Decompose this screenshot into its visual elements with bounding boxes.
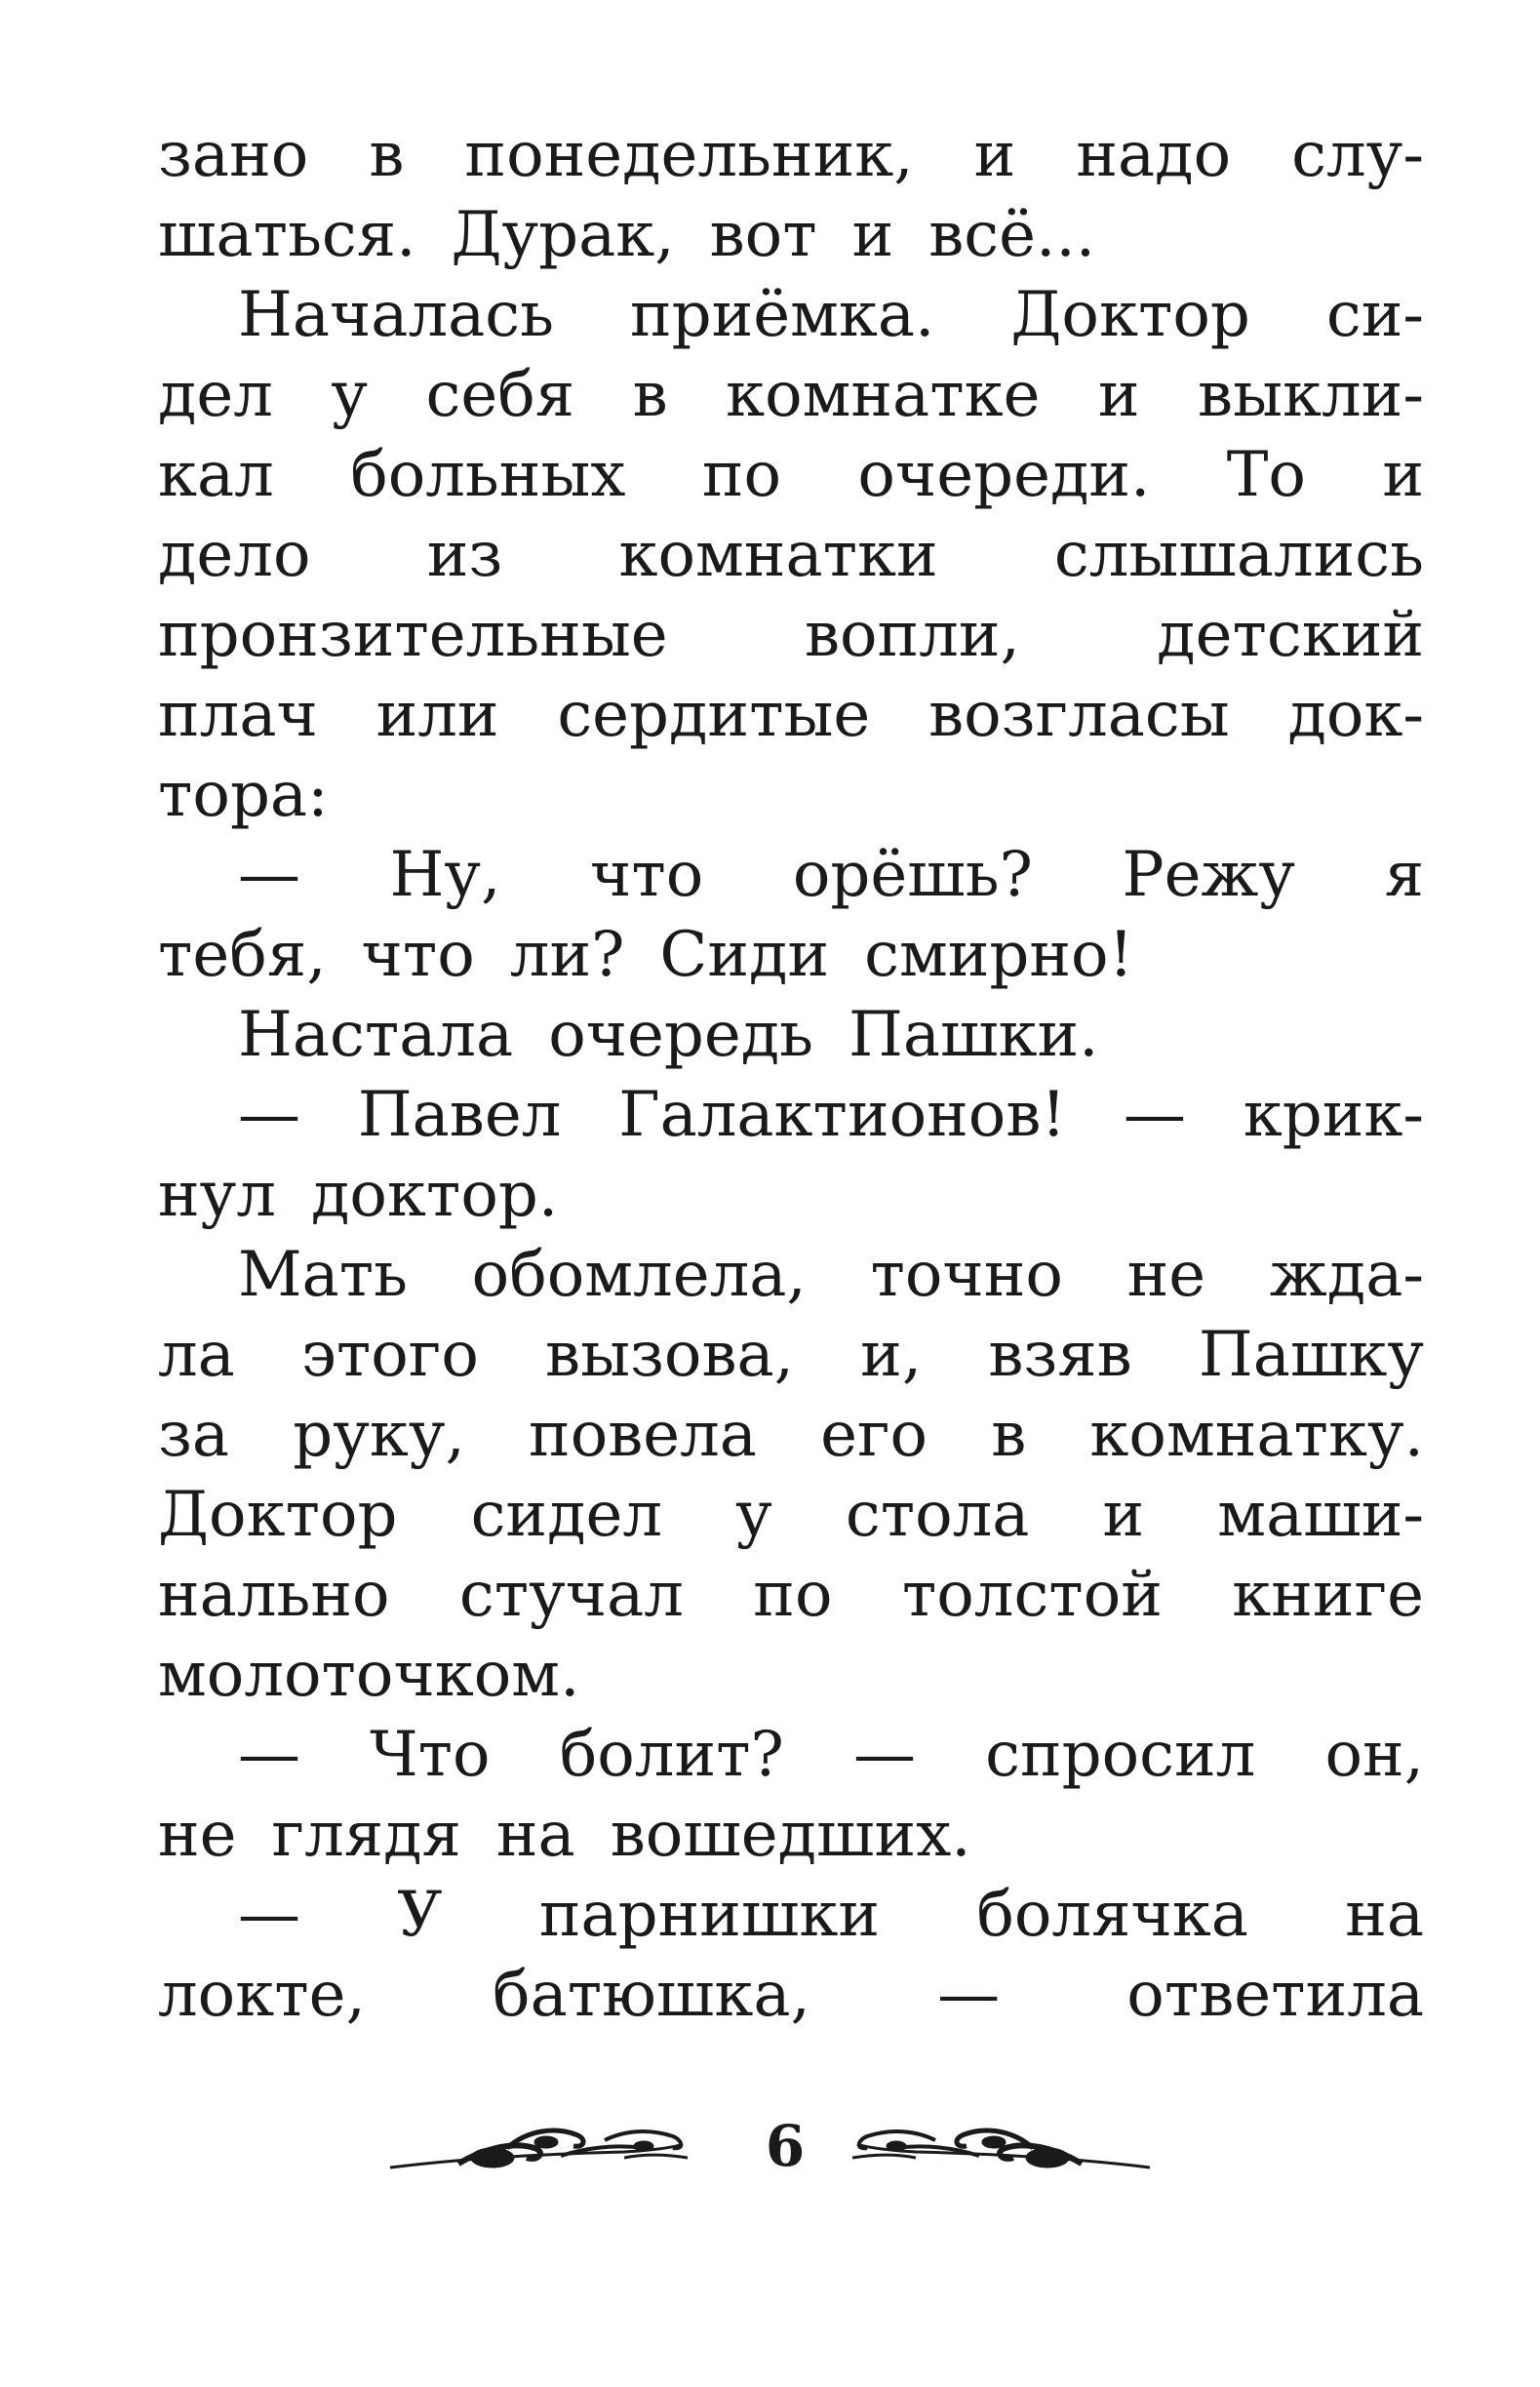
word: —: [238, 1079, 300, 1151]
text-line: [158, 515, 1424, 595]
word: на: [1345, 1879, 1424, 1951]
word: у: [331, 359, 369, 431]
word: комнатки: [618, 519, 938, 591]
word: Настала: [238, 999, 514, 1071]
text-line: [158, 1555, 1424, 1635]
word: повела: [529, 1399, 757, 1471]
word: и,: [860, 1319, 923, 1391]
word: Павел: [357, 1079, 562, 1151]
word: не: [1126, 1239, 1206, 1311]
left-flourish-icon: [390, 2130, 688, 2168]
word: парнишки: [538, 1879, 881, 1951]
word: Дурак,: [451, 199, 675, 271]
word: его: [820, 1399, 928, 1471]
word: Ну,: [389, 839, 501, 911]
word: и: [973, 119, 1016, 191]
text-line: [158, 835, 1424, 915]
word: не: [158, 1799, 237, 1871]
word: или: [375, 679, 499, 751]
word: Доктор: [158, 1479, 398, 1551]
word: в: [632, 359, 668, 431]
word: дело: [158, 519, 311, 591]
word: Что: [370, 1719, 491, 1791]
word: приёмка.: [629, 279, 935, 351]
word: Мать: [238, 1239, 408, 1311]
word: Сиди: [659, 919, 830, 991]
word: шаться.: [158, 199, 416, 271]
word: всё...: [928, 199, 1096, 271]
word: Доктор: [1010, 279, 1250, 351]
word: руку,: [293, 1399, 465, 1471]
word: книге: [1232, 1559, 1424, 1631]
word: в: [991, 1399, 1027, 1471]
word: тора:: [158, 759, 329, 831]
text-line: [158, 1715, 1424, 1795]
text-line: [158, 755, 1424, 835]
word: и: [1382, 439, 1424, 511]
word: кал: [158, 439, 274, 511]
text-line: [158, 595, 1424, 675]
word: комнатке: [726, 359, 1041, 431]
word: пронзительные: [158, 599, 668, 671]
text-line: [158, 1635, 1424, 1715]
text-line: [158, 355, 1424, 435]
word: понедельник,: [464, 119, 914, 191]
text-line: [158, 1875, 1424, 1955]
text-line: [158, 195, 1424, 275]
text-line: [158, 435, 1424, 515]
word: обомлела,: [471, 1239, 807, 1311]
word: смирно!: [864, 919, 1134, 991]
word: вопли,: [804, 599, 1020, 671]
text-line: [158, 1955, 1424, 2035]
word: возгласы: [928, 679, 1230, 751]
word: Началась: [238, 279, 554, 351]
word: выкли-: [1198, 359, 1424, 431]
word: себя: [425, 359, 575, 431]
word: и: [851, 199, 894, 271]
word: я: [1384, 839, 1424, 911]
word: и: [1097, 359, 1140, 431]
text-line: [158, 1235, 1424, 1315]
text-line: [158, 1075, 1424, 1155]
word: си-: [1325, 279, 1424, 351]
word: очереди.: [857, 439, 1151, 511]
word: детский: [1157, 599, 1424, 671]
word: —: [238, 1879, 300, 1951]
word: —: [1123, 1079, 1186, 1151]
word: —: [238, 839, 300, 911]
word: ла: [158, 1319, 235, 1391]
word: ли?: [509, 919, 625, 991]
word: стучал: [458, 1559, 684, 1631]
word: Пашку: [1198, 1319, 1424, 1391]
word: —: [937, 1959, 1001, 2031]
word: глядя: [271, 1799, 461, 1871]
word: —: [852, 1719, 916, 1791]
word: —: [238, 1719, 300, 1791]
word: маши-: [1217, 1479, 1424, 1551]
word: надо: [1076, 119, 1232, 191]
word: вот: [709, 199, 817, 271]
text-line: [158, 1795, 1424, 1875]
text-line: [158, 1315, 1424, 1395]
word: плач: [158, 679, 318, 751]
text-line: [158, 1155, 1424, 1235]
word: на: [495, 1799, 575, 1871]
word: доктор.: [310, 1159, 559, 1231]
word: комнатку.: [1089, 1399, 1424, 1471]
word: он,: [1324, 1719, 1424, 1791]
word: стола: [845, 1479, 1030, 1551]
word: взяв: [988, 1319, 1132, 1391]
word: точно: [870, 1239, 1063, 1311]
word: что: [361, 919, 475, 991]
word: что: [590, 839, 704, 911]
word: болячка: [976, 1879, 1248, 1951]
word: толстой: [901, 1559, 1163, 1631]
word: орёшь?: [792, 839, 1033, 911]
word: док-: [1287, 679, 1424, 751]
page-number: 6: [765, 2113, 806, 2179]
text-line: [158, 275, 1424, 355]
word: по: [753, 1559, 833, 1631]
word: У: [397, 1879, 443, 1951]
word: больных: [350, 439, 626, 511]
word: сердитые: [557, 679, 871, 751]
right-flourish-icon: [852, 2130, 1150, 2168]
word: из: [426, 519, 503, 591]
word: дел: [158, 359, 273, 431]
text-line: [158, 1395, 1424, 1475]
word: в: [369, 119, 405, 191]
word: вошедших.: [610, 1799, 971, 1871]
body-text: [158, 115, 1424, 2035]
word: и: [1102, 1479, 1145, 1551]
word: спросил: [985, 1719, 1256, 1791]
text-line: [158, 995, 1424, 1075]
word: очередь: [548, 999, 813, 1071]
word: за: [158, 1399, 230, 1471]
text-line: [158, 1475, 1424, 1555]
word: слышались: [1053, 519, 1424, 591]
word: крик-: [1243, 1079, 1424, 1151]
text-line: [158, 115, 1424, 195]
word: батюшка,: [493, 1959, 810, 2031]
word: Пашки.: [849, 999, 1099, 1071]
word: у: [735, 1479, 772, 1551]
word: локте,: [158, 1959, 366, 2031]
word: Галактионов!: [618, 1079, 1067, 1151]
word: болит?: [559, 1719, 784, 1791]
word: молоточком.: [158, 1639, 580, 1711]
text-line: [158, 675, 1424, 755]
word: нально: [158, 1559, 390, 1631]
word: То: [1226, 439, 1306, 511]
word: Режу: [1122, 839, 1295, 911]
word: по: [701, 439, 781, 511]
word: тебя,: [158, 919, 327, 991]
word: слу-: [1291, 119, 1424, 191]
word: жда-: [1269, 1239, 1424, 1311]
text-line: [158, 915, 1424, 995]
word: нул: [158, 1159, 276, 1231]
word: зано: [158, 119, 309, 191]
word: ответила: [1126, 1959, 1424, 2031]
word: этого: [301, 1319, 479, 1391]
word: сидел: [470, 1479, 662, 1551]
word: вызова,: [545, 1319, 794, 1391]
